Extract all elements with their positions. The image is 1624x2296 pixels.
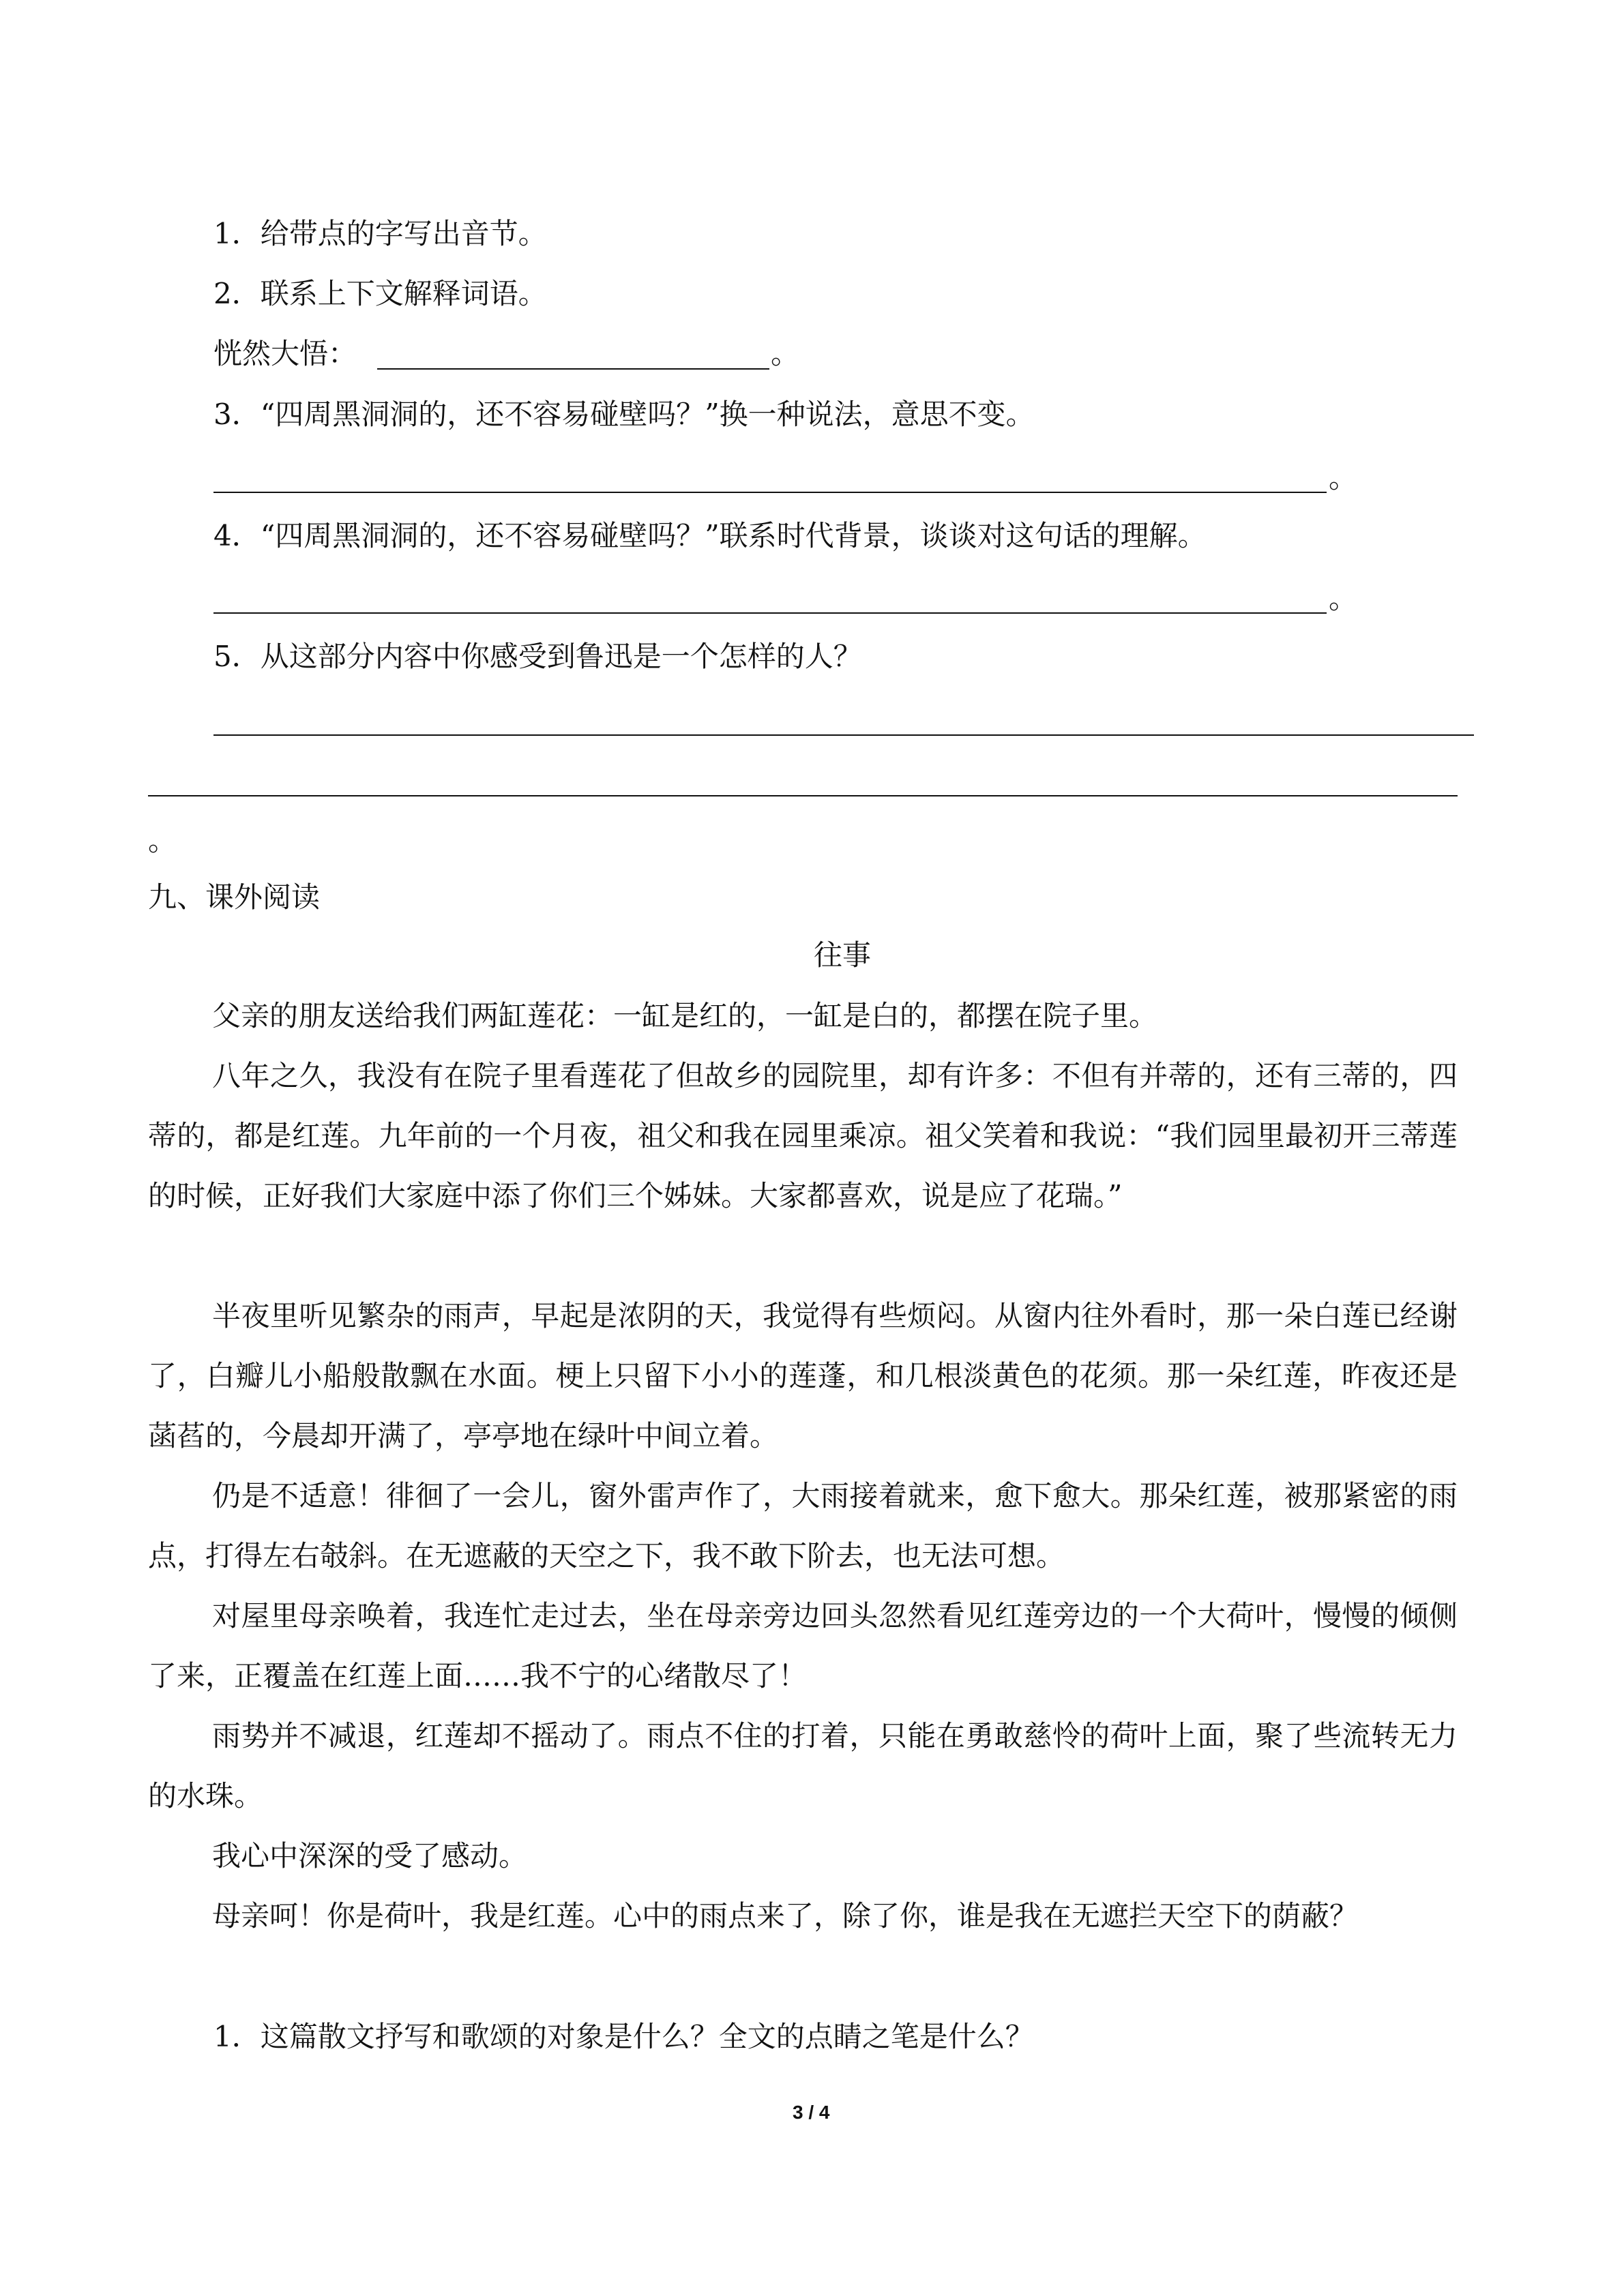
passage-question-1: 1．这篇散文抒写和歌颂的对象是什么？全文的点睛之笔是什么？ — [213, 2020, 1034, 2053]
passage-paragraph-3: 半夜里听见繁杂的雨声，早起是浓阴的天，我觉得有些烦闷。从窗内往外看时，那一朵白莲已经谢了，白瓣儿小船般散飘在水面。梗上只留下小小的莲蓬，和几根淡黄色的花须。那一朵红莲，昨夜还是菡萏的，今晨却开满了，亭亭地在绿叶中间立着。 — [148, 1299, 1458, 1452]
question-5-end: 。 — [148, 824, 177, 857]
passage-paragraph-8: 母亲呵！你是荷叶，我是红莲。心中的雨点来了，除了你，谁是我在无遮拦天空下的荫蔽？ — [212, 1899, 1359, 1933]
question-2-term: 恍然大悟： — [213, 337, 357, 370]
question-2-end: 。 — [771, 337, 800, 370]
question-3-end: 。 — [1329, 461, 1358, 494]
passage-title: 往事 — [814, 938, 872, 972]
passage-paragraph-1: 父亲的朋友送给我们两缸莲花：一缸是红的，一缸是白的，都摆在院子里。 — [212, 999, 1158, 1032]
passage-paragraph-2: 八年之久，我没有在院子里看莲花了但故乡的园院里，却有许多：不但有并蒂的，还有三蒂的，四蒂的，都是红莲。九年前的一个月夜，祖父和我在园里乘凉。祖父笑着和我说：“我们园里最初开三蒂莲的时候，正好我们大家庭中添了你们三个姊妹。大家都喜欢，说是应了花瑞。” — [148, 1059, 1458, 1212]
question-4-end: 。 — [1329, 582, 1358, 615]
passage-paragraph-4: 仍是不适意！徘徊了一会儿，窗外雷声作了，大雨接着就来，愈下愈大。那朵红莲，被那紧密的雨点，打得左右攲斜。在无遮蔽的天空之下，我不敢下阶去，也无法可想。 — [148, 1479, 1458, 1572]
question-4: 4．“四周黑洞洞的，还不容易碰壁吗？”联系时代背景，谈谈对这句话的理解。 — [213, 519, 1207, 552]
question-3: 3．“四周黑洞洞的，还不容易碰壁吗？”换一种说法，意思不变。 — [213, 398, 1035, 431]
answer-line-q4[interactable] — [213, 612, 1327, 614]
answer-line-q2[interactable] — [377, 368, 769, 370]
answer-line-q5-a[interactable] — [213, 734, 1474, 736]
passage-paragraph-7: 我心中深深的受了感动。 — [212, 1839, 528, 1873]
question-1: 1．给带点的字写出音节。 — [213, 217, 547, 250]
question-2: 2．联系上下文解释词语。 — [213, 277, 547, 310]
page-number: 3 / 4 — [793, 2102, 830, 2123]
question-5: 5．从这部分内容中你感受到鲁迅是一个怎样的人？ — [213, 640, 862, 673]
answer-line-q5-b[interactable] — [148, 795, 1458, 796]
answer-line-q3[interactable] — [213, 492, 1327, 493]
passage-paragraph-5: 对屋里母亲唤着，我连忙走过去，坐在母亲旁边回头忽然看见红莲旁边的一个大荷叶，慢慢的倾侧了来，正覆盖在红莲上面……我不宁的心绪散尽了！ — [148, 1599, 1458, 1693]
section-heading: 九、课外阅读 — [148, 880, 321, 914]
passage-paragraph-6: 雨势并不减退，红莲却不摇动了。雨点不住的打着，只能在勇敢慈怜的荷叶上面，聚了些流转无力的水珠。 — [148, 1719, 1458, 1813]
